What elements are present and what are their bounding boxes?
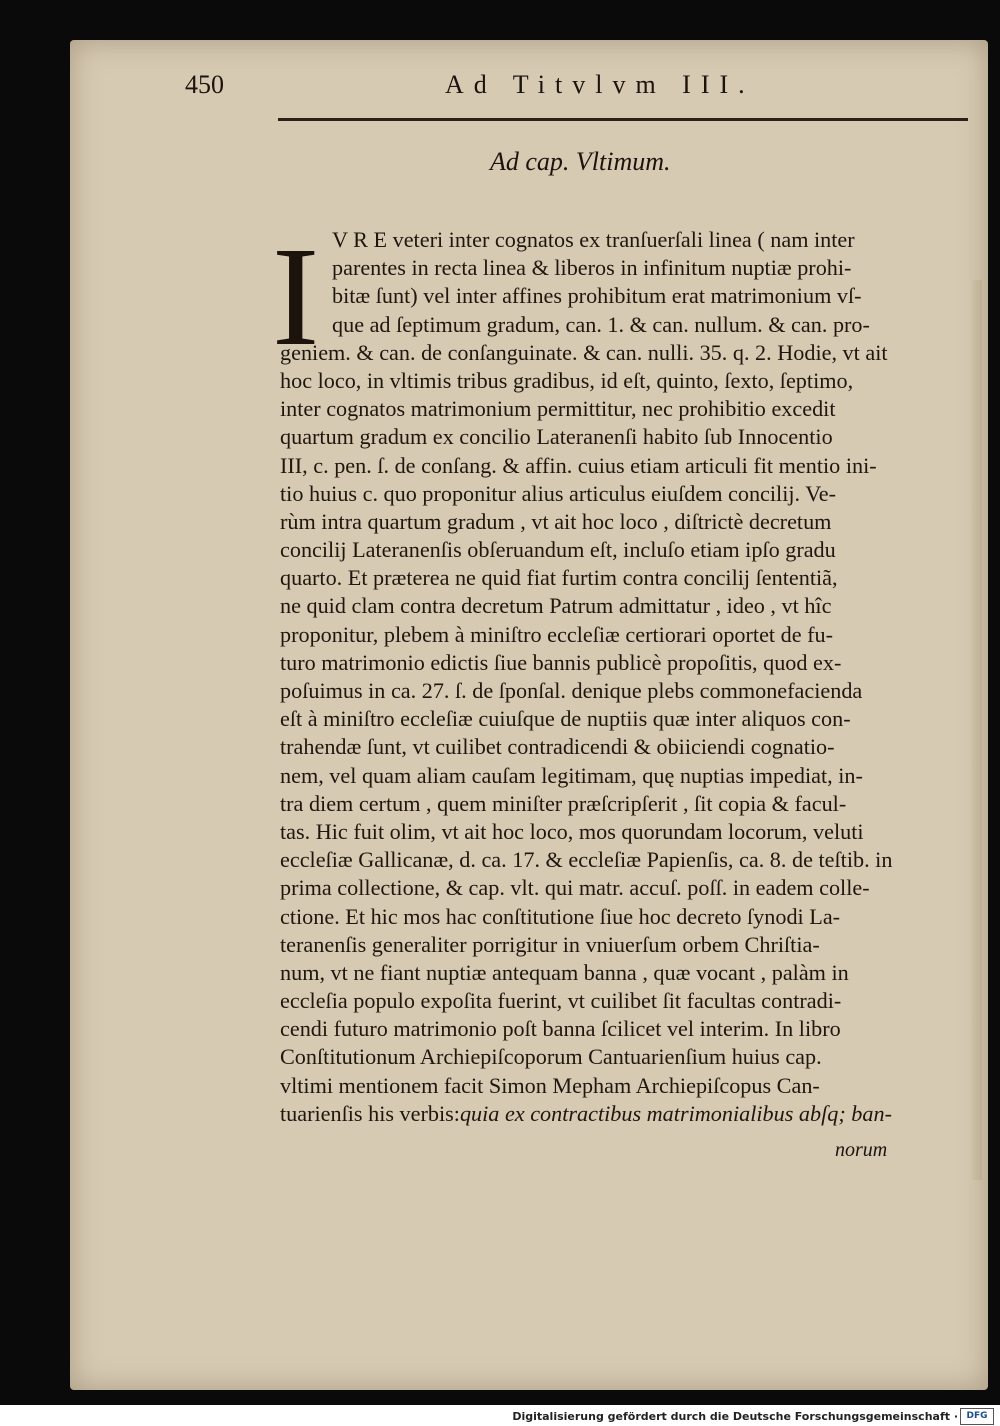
text-line: eſt à miniſtro eccleſiæ cuiuſque de nuptiis quæ inter aliquos con-	[280, 706, 851, 732]
page-number: 450	[185, 70, 224, 99]
digitization-credit: Digitalisierung gefördert durch die Deutsche Forschungsgemeinschaft ·	[512, 1410, 958, 1423]
body-text	[280, 226, 950, 1128]
text-line: nem, vel quam aliam cauſam legitimam, quę nuptias impediat, in-	[280, 762, 863, 788]
header-rule	[278, 118, 968, 121]
text-line: V R E veteri inter cognatos ex tranſuerſali linea ( nam inter	[332, 227, 855, 252]
text-line: eccleſia populo expoſita fuerint, vt cuilibet ſit facultas contradi-	[280, 988, 842, 1014]
text-line: parentes in recta linea & liberos in infinitum nuptiæ prohi-	[332, 255, 852, 281]
text-line: inter cognatos matrimonium permittitur, nec prohibitio excedit	[280, 396, 836, 422]
text-line: que ad ſeptimum gradum, can. 1. & can. nullum. & can. pro-	[332, 311, 870, 337]
text-line: ne quid clam contra decretum Patrum admittatur , ideo , vt hîc	[280, 593, 832, 619]
text-line: III, c. pen. ſ. de conſang. & affin. cuius etiam articuli fit mentio ini-	[280, 452, 877, 478]
text-line: hoc loco, in vltimis tribus gradibus, id eſt, quinto, ſexto, ſeptimo,	[280, 367, 854, 393]
text-line-last	[280, 1100, 950, 1128]
text-line: concilij Lateranenſis obſeruandum eſt, incluſo etiam ipſo gradu	[280, 537, 836, 563]
text-line: poſuimus in ca. 27. ſ. de ſponſal. denique plebs commonefacienda	[280, 678, 863, 703]
text-line: vltimi mentionem facit Simon Mepham Archiepiſcopus Can-	[280, 1072, 820, 1098]
text-line: num, vt ne fiant nuptiæ antequam banna , quæ vocant , palàm in	[280, 959, 849, 985]
page-header	[185, 62, 805, 102]
drop-cap-initial: I	[272, 217, 320, 375]
text-line: ctione. Et hic mos hac conſtitutione ſiue hoc decreto ſynodi La-	[280, 903, 841, 929]
text-line: bitæ ſunt) vel inter affines prohibitum erat matrimonium vſ-	[332, 283, 862, 309]
text-line: tra diem certum , quem miniſter præſcripſerit , ſit copia & facul-	[280, 790, 847, 816]
text-line: tio huius c. quo proponitur alius articulus eiuſdem concilij. Ve-	[280, 480, 837, 506]
text-line: geniem. & can. de conſanguinate. & can. nulli. 35. q. 2. Hodie, vt ait	[280, 339, 888, 365]
text-line: rùm intra quartum gradum , vt ait hoc loco , diſtrictè decretum	[280, 508, 832, 534]
text-line: prima collectione, & cap. vlt. qui matr. accuſ. poſſ. in eadem colle-	[280, 875, 870, 901]
running-head: Ad Titvlvm III.	[445, 70, 755, 99]
text-line: trahendæ ſunt, vt cuilibet contradicendi & obiiciendi cognatio-	[280, 734, 835, 760]
text-line: eccleſiæ Gallicanæ, d. ca. 17. & eccleſiæ Papienſis, ca. 8. de teſtib. in	[280, 847, 893, 873]
dfg-logo: DFG	[960, 1408, 994, 1425]
text-line: quarto. Et præterea ne quid fiat furtim contra concilij ſententiã,	[280, 565, 838, 591]
text-line: teranenſis generaliter porrigitur in vniuerſum orbem Chriſtia-	[280, 931, 820, 957]
text-line: turo matrimonio edictis ſiue bannis publicè propoſitis, quod ex-	[280, 649, 842, 675]
italic-quotation: quia ex contractibus matrimonialibus abſq; ban-	[459, 1100, 892, 1126]
text-line: cendi futuro matrimonio poſt banna ſcilicet vel interim. In libro	[280, 1016, 841, 1042]
section-title: Ad cap. Vltimum.	[490, 147, 671, 176]
text-line: proponitur, plebem à miniſtro eccleſiæ certiorari oportet de fu-	[280, 621, 833, 647]
text-line: Conſtitutionum Archiepiſcoporum Cantuarienſium huius cap.	[280, 1044, 822, 1070]
text-line: quartum gradum ex concilio Lateranenſi habito ſub Innocentio	[280, 424, 833, 450]
text-line-roman: tuarienſis his verbis:	[280, 1100, 460, 1126]
text-line: tas. Hic fuit olim, vt ait hoc loco, mos quorundam locorum, veluti	[280, 818, 864, 844]
catchword: norum	[835, 1139, 888, 1161]
page-edge-shadow	[972, 280, 982, 1180]
